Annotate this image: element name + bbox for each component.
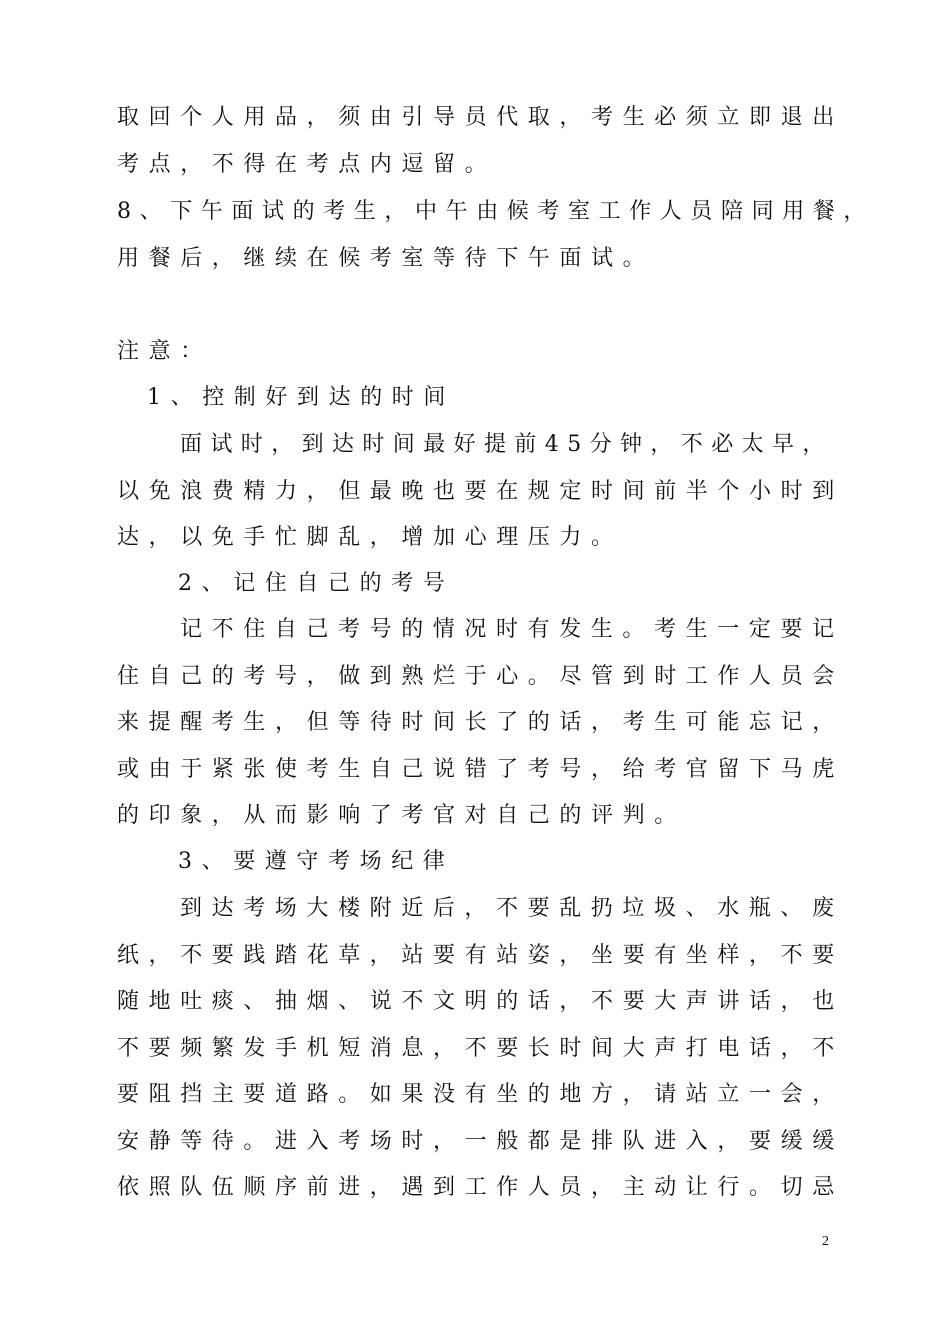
text-line: 记不住自己考号的情况时有发生。考生一定要记 bbox=[180, 617, 844, 642]
text-line: 依照队伍顺序前进，遇到工作人员，主动让行。切忌 bbox=[117, 1175, 844, 1200]
text-line: 到达考场大楼附近后，不要乱扔垃圾、水瓶、废 bbox=[180, 896, 844, 921]
text-line: 面试时，到达时间最好提前45分钟，不必太早， bbox=[180, 432, 833, 457]
text-line: 用餐后，继续在候考室等待下午面试。 bbox=[117, 246, 655, 271]
text-line: 8、下午面试的考生，中午由候考室工作人员陪同用餐， bbox=[117, 199, 874, 224]
text-line: 要阻挡主要道路。如果没有坐的地方，请站立一会， bbox=[117, 1082, 844, 1107]
text-line: 达，以免手忙脚乱，增加心理压力。 bbox=[117, 525, 623, 550]
subsection-heading: 3、要遵守考场纪律 bbox=[178, 849, 455, 874]
text-line: 住自己的考号，做到熟烂于心。尽管到时工作人员会 bbox=[117, 664, 844, 689]
text-line: 来提醒考生，但等待时间长了的话，考生可能忘记， bbox=[117, 710, 844, 735]
page-number: 2 bbox=[822, 1234, 829, 1249]
text-line: 的印象，从而影响了考官对自己的评判。 bbox=[117, 803, 686, 828]
text-line: 考点，不得在考点内逗留。 bbox=[117, 152, 497, 177]
text-line: 以免浪费精力，但最晚也要在规定时间前半个小时到 bbox=[117, 479, 844, 504]
text-line: 随地吐痰、抽烟、说不文明的话，不要大声讲话，也 bbox=[117, 989, 844, 1014]
subsection-heading: 1、控制好到达的时间 bbox=[147, 385, 455, 410]
subsection-heading: 2、记住自己的考号 bbox=[178, 571, 455, 596]
text-line: 不要频繁发手机短消息，不要长时间大声打电话，不 bbox=[117, 1036, 844, 1061]
section-heading: 注意： bbox=[117, 339, 212, 364]
text-line: 安静等待。进入考场时，一般都是排队进入，要缓缓 bbox=[117, 1129, 844, 1154]
text-line: 或由于紧张使考生自己说错了考号，给考官留下马虎 bbox=[117, 757, 844, 782]
text-line: 取回个人用品，须由引导员代取，考生必须立即退出 bbox=[117, 105, 844, 130]
text-line: 纸，不要践踏花草，站要有站姿，坐要有坐样，不要 bbox=[117, 943, 844, 968]
